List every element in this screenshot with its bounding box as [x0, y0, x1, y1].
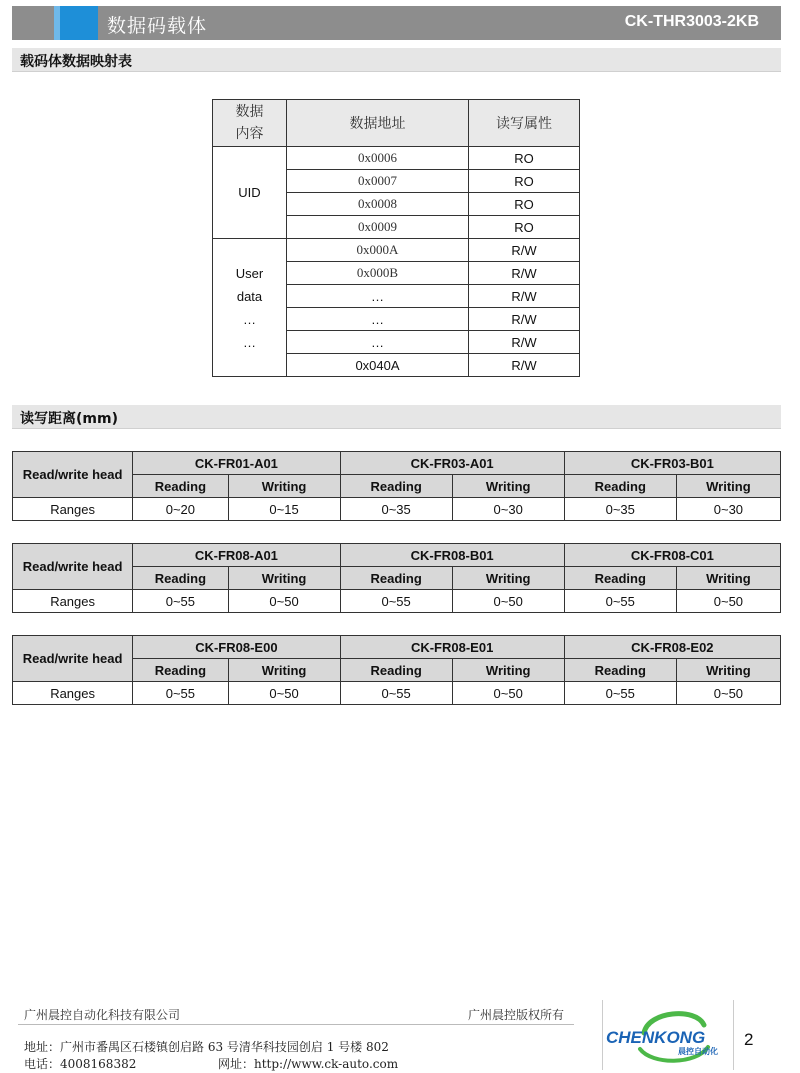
rw-cell: R/W [469, 239, 580, 262]
rw-cell: RO [469, 170, 580, 193]
header-accent-square [54, 6, 98, 40]
rw-cell: RO [469, 193, 580, 216]
table-row [13, 498, 781, 521]
range-value: 0~15 [228, 498, 340, 521]
ranges-label: Ranges [13, 498, 133, 521]
reading-label: Reading [340, 567, 452, 590]
range-value: 0~35 [340, 498, 452, 521]
address-cell: … [287, 285, 469, 308]
range-value: 0~55 [564, 590, 676, 613]
group-line: User [235, 265, 264, 281]
rw-cell: RO [469, 216, 580, 239]
writing-label: Writing [228, 659, 340, 682]
address-cell: 0x000B [287, 262, 469, 285]
range-value: 0~50 [676, 682, 780, 705]
address-cell: 0x0006 [287, 147, 469, 170]
writing-label: Writing [452, 475, 564, 498]
user-data-group-label [213, 239, 287, 377]
group-line: … [243, 334, 256, 350]
model-cell: CK-FR03-B01 [564, 452, 780, 475]
range-table-1 [12, 451, 781, 521]
section-heading-distance [12, 405, 781, 429]
reading-label: Reading [133, 567, 228, 590]
ranges-label: Ranges [13, 590, 133, 613]
writing-label: Writing [228, 475, 340, 498]
range-table-2 [12, 543, 781, 613]
range-value: 0~55 [133, 682, 228, 705]
range-value: 0~20 [133, 498, 228, 521]
range-value: 0~50 [228, 590, 340, 613]
model-cell: CK-FR08-A01 [133, 544, 340, 567]
address-cell: 0x0009 [287, 216, 469, 239]
data-mapping-table [212, 99, 580, 377]
rw-cell: R/W [469, 285, 580, 308]
logo-text: CHENKONG [606, 1028, 706, 1047]
reading-label: Reading [340, 475, 452, 498]
writing-label: Writing [676, 567, 780, 590]
header-data-content: 数据 内容 [213, 100, 287, 147]
head-label: Read/write head [13, 636, 133, 682]
head-label: Read/write head [13, 452, 133, 498]
table-row [13, 544, 781, 567]
chenkong-logo [604, 1003, 732, 1069]
logo-divider [602, 1000, 603, 1070]
rw-cell: R/W [469, 308, 580, 331]
rw-cell: R/W [469, 354, 580, 377]
range-value: 0~35 [564, 498, 676, 521]
range-value: 0~50 [452, 682, 564, 705]
range-value: 0~50 [228, 682, 340, 705]
footer-divider [18, 1024, 574, 1025]
rw-cell: R/W [469, 331, 580, 354]
writing-label: Writing [452, 567, 564, 590]
product-model: CK-THR3003-2KB [624, 13, 759, 30]
writing-label: Writing [676, 475, 780, 498]
range-value: 0~30 [452, 498, 564, 521]
table-row [13, 682, 781, 705]
range-value: 0~55 [133, 590, 228, 613]
range-value: 0~55 [340, 590, 452, 613]
address-cell: … [287, 331, 469, 354]
footer-rights: 广州晨控版权所有 [468, 1008, 565, 1022]
table-row [213, 239, 580, 262]
group-line: … [243, 311, 256, 327]
address-cell: 0x0008 [287, 193, 469, 216]
logo-subtext: 晨控自动化 [678, 1047, 718, 1056]
writing-label: Writing [228, 567, 340, 590]
table-row [13, 590, 781, 613]
header-data-address: 数据地址 [287, 100, 469, 147]
rw-cell: RO [469, 147, 580, 170]
range-value: 0~30 [676, 498, 780, 521]
range-value: 0~50 [676, 590, 780, 613]
model-cell: CK-FR08-E01 [340, 636, 564, 659]
address-cell: 0x040A [287, 354, 469, 377]
footer-company: 广州晨控自动化科技有限公司 [24, 1008, 181, 1022]
header-rw-attribute: 读写属性 [469, 100, 580, 147]
head-label: Read/write head [13, 544, 133, 590]
section-title: 读写距离(mm) [20, 411, 118, 427]
ranges-label: Ranges [13, 682, 133, 705]
table-row [213, 147, 580, 170]
uid-group-label: UID [213, 147, 287, 239]
section-heading-mapping [12, 48, 781, 72]
reading-label: Reading [133, 659, 228, 682]
group-line: data [236, 288, 263, 304]
model-cell: CK-FR08-B01 [340, 544, 564, 567]
address-cell: 0x0007 [287, 170, 469, 193]
page-number: 2 [744, 1030, 754, 1049]
reading-label: Reading [564, 567, 676, 590]
model-cell: CK-FR08-C01 [564, 544, 780, 567]
reading-label: Reading [133, 475, 228, 498]
writing-label: Writing [452, 659, 564, 682]
table-header-row [213, 100, 580, 147]
reading-label: Reading [564, 475, 676, 498]
logo-divider [733, 1000, 734, 1070]
address-cell: 0x000A [287, 239, 469, 262]
range-value: 0~55 [564, 682, 676, 705]
section-title: 载码体数据映射表 [20, 54, 132, 70]
footer-address: 地址：广州市番禺区石楼镇创启路 63 号清华科技园创启 1 号楼 802 [24, 1040, 389, 1054]
table-row [13, 452, 781, 475]
reading-label: Reading [564, 659, 676, 682]
footer-website: 网址：http://www.ck-auto.com [218, 1057, 399, 1071]
range-value: 0~55 [340, 682, 452, 705]
address-cell: … [287, 308, 469, 331]
page-title: 数据码载体 [107, 15, 208, 37]
range-table-3 [12, 635, 781, 705]
table-row [13, 636, 781, 659]
writing-label: Writing [676, 659, 780, 682]
rw-cell: R/W [469, 262, 580, 285]
footer-phone: 电话：4008168382 [24, 1057, 137, 1071]
model-cell: CK-FR01-A01 [133, 452, 340, 475]
model-cell: CK-FR08-E02 [564, 636, 780, 659]
model-cell: CK-FR08-E00 [133, 636, 340, 659]
range-value: 0~50 [452, 590, 564, 613]
reading-label: Reading [340, 659, 452, 682]
model-cell: CK-FR03-A01 [340, 452, 564, 475]
header-bar [12, 6, 781, 40]
